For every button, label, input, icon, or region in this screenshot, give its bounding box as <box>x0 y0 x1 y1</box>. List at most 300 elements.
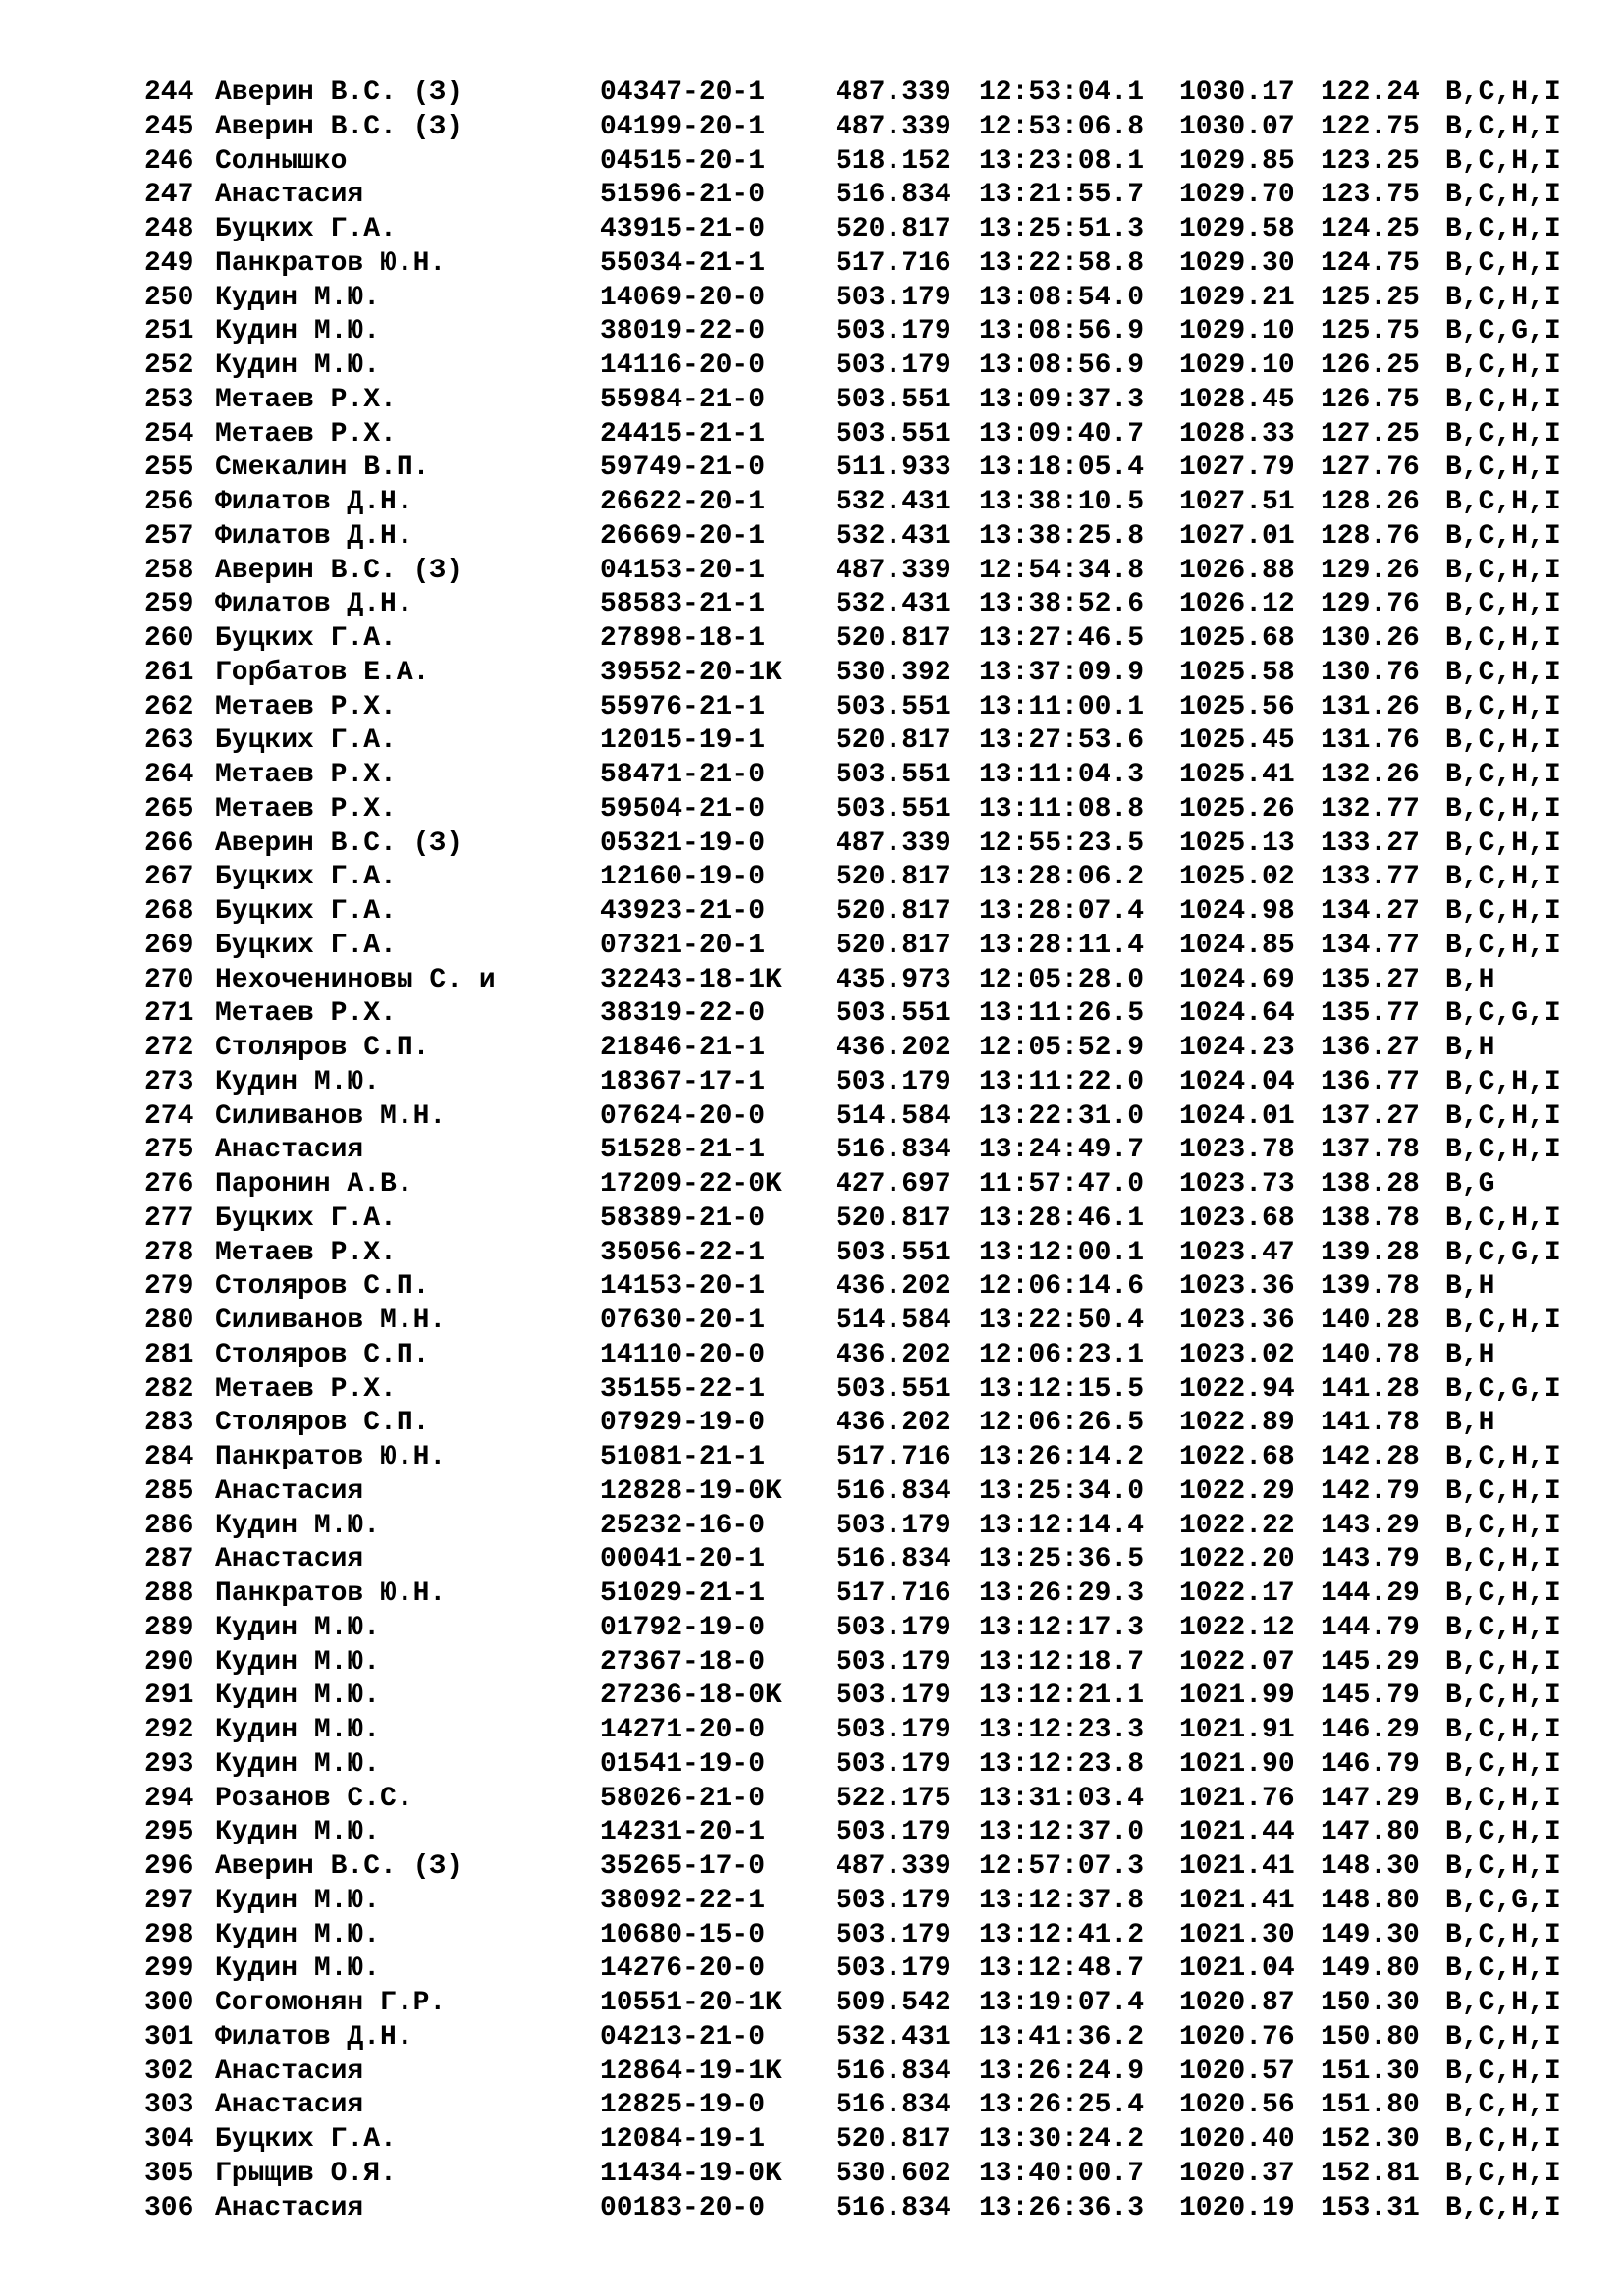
competitions: B,C,H,I <box>1445 725 1561 757</box>
place-number: 271 <box>144 998 194 1030</box>
speed: 1029.58 <box>1179 214 1295 244</box>
arrival-time: 13:26:24.9 <box>979 2056 1145 2087</box>
competitions: B,C,H,I <box>1445 1612 1561 1643</box>
coefficient: 133.77 <box>1321 862 1420 893</box>
fancier-name: Грыщив О.Я. <box>215 2158 397 2189</box>
fancier-name: Панкратов Ю.Н. <box>215 1442 447 1472</box>
arrival-time: 13:11:04.3 <box>979 760 1145 790</box>
speed: 1025.41 <box>1179 760 1295 790</box>
coefficient: 132.77 <box>1321 793 1420 825</box>
distance: 532.431 <box>836 2021 951 2053</box>
fancier-name: Розанов С.С. <box>215 1783 413 1814</box>
coefficient: 139.78 <box>1321 1271 1420 1303</box>
place-number: 301 <box>144 2021 194 2053</box>
coefficient: 145.29 <box>1321 1646 1420 1678</box>
speed: 1021.41 <box>1179 1851 1295 1882</box>
ring-number: 12015-19-1 <box>600 725 766 757</box>
competitions: B,C,H,I <box>1445 1988 1561 2018</box>
place-number: 294 <box>144 1783 194 1814</box>
coefficient: 150.80 <box>1321 2021 1420 2053</box>
place-number: 266 <box>144 828 194 859</box>
coefficient: 138.78 <box>1321 1202 1420 1234</box>
arrival-time: 13:24:49.7 <box>979 1135 1145 1166</box>
arrival-time: 13:21:55.7 <box>979 180 1145 211</box>
speed: 1029.10 <box>1179 350 1295 381</box>
fancier-name: Паронин А.В. <box>215 1169 413 1200</box>
place-number: 247 <box>144 180 194 211</box>
competitions: B,C,H,I <box>1445 657 1561 688</box>
fancier-name: Анастасия <box>215 1475 364 1507</box>
ring-number: 39552-20-1K <box>600 657 782 688</box>
competitions: B,C,H,I <box>1445 862 1561 893</box>
competitions: B,C,H,I <box>1445 214 1561 244</box>
coefficient: 125.25 <box>1321 282 1420 313</box>
coefficient: 123.25 <box>1321 145 1420 177</box>
arrival-time: 13:25:36.5 <box>979 1544 1145 1575</box>
ring-number: 38319-22-0 <box>600 998 766 1030</box>
speed: 1020.57 <box>1179 2056 1295 2087</box>
competitions: B,C,H,I <box>1445 418 1561 450</box>
place-number: 244 <box>144 78 194 108</box>
fancier-name: Кудин М.Ю. <box>215 1681 381 1712</box>
distance: 520.817 <box>836 2124 951 2155</box>
arrival-time: 13:12:21.1 <box>979 1681 1145 1712</box>
competitions: B,C,H,I <box>1445 1715 1561 1745</box>
speed: 1027.79 <box>1179 453 1295 484</box>
competitions: B,C,H,I <box>1445 1442 1561 1472</box>
place-number: 258 <box>144 555 194 586</box>
distance: 503.551 <box>836 418 951 450</box>
fancier-name: Анастасия <box>215 1544 364 1575</box>
speed: 1024.23 <box>1179 1033 1295 1063</box>
coefficient: 124.25 <box>1321 214 1420 244</box>
distance: 503.179 <box>836 1646 951 1678</box>
coefficient: 144.79 <box>1321 1612 1420 1643</box>
place-number: 256 <box>144 487 194 517</box>
distance: 503.179 <box>836 1885 951 1916</box>
fancier-name: Филатов Д.Н. <box>215 520 413 552</box>
place-number: 261 <box>144 657 194 688</box>
arrival-time: 13:12:15.5 <box>979 1373 1145 1405</box>
distance: 503.179 <box>836 1715 951 1745</box>
competitions: B,C,H,I <box>1445 487 1561 517</box>
place-number: 275 <box>144 1135 194 1166</box>
competitions: B,C,H,I <box>1445 589 1561 620</box>
competitions: B,C,H,I <box>1445 1135 1561 1166</box>
ring-number: 04153-20-1 <box>600 555 766 586</box>
distance: 503.551 <box>836 691 951 722</box>
coefficient: 140.28 <box>1321 1306 1420 1336</box>
ring-number: 04213-21-0 <box>600 2021 766 2053</box>
distance: 516.834 <box>836 1475 951 1507</box>
competitions: B,H <box>1445 1033 1495 1063</box>
place-number: 254 <box>144 418 194 450</box>
fancier-name: Аверин В.С. (З) <box>215 111 463 142</box>
arrival-time: 13:12:37.0 <box>979 1817 1145 1848</box>
ring-number: 21846-21-1 <box>600 1033 766 1063</box>
distance: 487.339 <box>836 78 951 108</box>
fancier-name: Кудин М.Ю. <box>215 1510 381 1541</box>
speed: 1021.76 <box>1179 1783 1295 1814</box>
competitions: B,C,H,I <box>1445 1681 1561 1712</box>
ring-number: 35056-22-1 <box>600 1237 766 1268</box>
fancier-name: Кудин М.Ю. <box>215 1612 381 1643</box>
arrival-time: 13:38:25.8 <box>979 520 1145 552</box>
speed: 1023.36 <box>1179 1271 1295 1303</box>
competitions: B,C,H,I <box>1445 793 1561 825</box>
speed: 1023.47 <box>1179 1237 1295 1268</box>
fancier-name: Кудин М.Ю. <box>215 1953 381 1985</box>
coefficient: 128.76 <box>1321 520 1420 552</box>
arrival-time: 13:25:34.0 <box>979 1475 1145 1507</box>
coefficient: 148.80 <box>1321 1885 1420 1916</box>
speed: 1026.12 <box>1179 589 1295 620</box>
coefficient: 125.75 <box>1321 316 1420 347</box>
place-number: 262 <box>144 691 194 722</box>
coefficient: 122.24 <box>1321 78 1420 108</box>
distance: 520.817 <box>836 930 951 961</box>
arrival-time: 13:11:26.5 <box>979 998 1145 1030</box>
coefficient: 134.77 <box>1321 930 1420 961</box>
fancier-name: Филатов Д.Н. <box>215 589 413 620</box>
speed: 1024.04 <box>1179 1066 1295 1097</box>
place-number: 291 <box>144 1681 194 1712</box>
arrival-time: 13:38:10.5 <box>979 487 1145 517</box>
distance: 503.551 <box>836 384 951 415</box>
distance: 532.431 <box>836 487 951 517</box>
coefficient: 142.28 <box>1321 1442 1420 1472</box>
fancier-name: Метаев Р.Х. <box>215 793 397 825</box>
distance: 516.834 <box>836 2192 951 2223</box>
place-number: 284 <box>144 1442 194 1472</box>
competitions: B,C,H,I <box>1445 1202 1561 1234</box>
distance: 532.431 <box>836 520 951 552</box>
speed: 1021.04 <box>1179 1953 1295 1985</box>
distance: 503.551 <box>836 998 951 1030</box>
place-number: 253 <box>144 384 194 415</box>
competitions: B,C,H,I <box>1445 350 1561 381</box>
coefficient: 151.80 <box>1321 2090 1420 2121</box>
fancier-name: Панкратов Ю.Н. <box>215 1578 447 1609</box>
speed: 1025.58 <box>1179 657 1295 688</box>
speed: 1022.22 <box>1179 1510 1295 1541</box>
fancier-name: Метаев Р.Х. <box>215 691 397 722</box>
fancier-name: Кудин М.Ю. <box>215 1817 381 1848</box>
distance: 532.431 <box>836 589 951 620</box>
place-number: 245 <box>144 111 194 142</box>
coefficient: 145.79 <box>1321 1681 1420 1712</box>
speed: 1022.12 <box>1179 1612 1295 1643</box>
distance: 427.697 <box>836 1169 951 1200</box>
arrival-time: 12:06:26.5 <box>979 1408 1145 1439</box>
coefficient: 131.76 <box>1321 725 1420 757</box>
place-number: 274 <box>144 1100 194 1132</box>
competitions: B,H <box>1445 964 1495 995</box>
competitions: B,C,H,I <box>1445 2158 1561 2189</box>
place-number: 293 <box>144 1748 194 1780</box>
place-number: 252 <box>144 350 194 381</box>
speed: 1023.68 <box>1179 1202 1295 1234</box>
arrival-time: 13:08:54.0 <box>979 282 1145 313</box>
arrival-time: 11:57:47.0 <box>979 1169 1145 1200</box>
speed: 1020.87 <box>1179 1988 1295 2018</box>
ring-number: 14069-20-0 <box>600 282 766 313</box>
coefficient: 135.27 <box>1321 964 1420 995</box>
coefficient: 134.27 <box>1321 896 1420 927</box>
place-number: 292 <box>144 1715 194 1745</box>
ring-number: 27898-18-1 <box>600 623 766 654</box>
coefficient: 133.27 <box>1321 828 1420 859</box>
place-number: 257 <box>144 520 194 552</box>
distance: 517.716 <box>836 1442 951 1472</box>
ring-number: 14231-20-1 <box>600 1817 766 1848</box>
competitions: B,C,H,I <box>1445 282 1561 313</box>
competitions: B,C,H,I <box>1445 2124 1561 2155</box>
speed: 1020.56 <box>1179 2090 1295 2121</box>
arrival-time: 12:53:04.1 <box>979 78 1145 108</box>
arrival-time: 13:37:09.9 <box>979 657 1145 688</box>
ring-number: 12160-19-0 <box>600 862 766 893</box>
place-number: 296 <box>144 1851 194 1882</box>
ring-number: 38019-22-0 <box>600 316 766 347</box>
distance: 517.716 <box>836 247 951 279</box>
competitions: B,C,G,I <box>1445 998 1561 1030</box>
fancier-name: Солнышко <box>215 145 348 177</box>
speed: 1029.85 <box>1179 145 1295 177</box>
distance: 436.202 <box>836 1339 951 1370</box>
arrival-time: 13:30:24.2 <box>979 2124 1145 2155</box>
coefficient: 122.75 <box>1321 111 1420 142</box>
place-number: 287 <box>144 1544 194 1575</box>
coefficient: 152.81 <box>1321 2158 1420 2189</box>
arrival-time: 12:53:06.8 <box>979 111 1145 142</box>
ring-number: 07624-20-0 <box>600 1100 766 1132</box>
speed: 1025.68 <box>1179 623 1295 654</box>
speed: 1030.07 <box>1179 111 1295 142</box>
speed: 1021.44 <box>1179 1817 1295 1848</box>
ring-number: 01541-19-0 <box>600 1748 766 1780</box>
place-number: 276 <box>144 1169 194 1200</box>
ring-number: 51596-21-0 <box>600 180 766 211</box>
competitions: B,C,H,I <box>1445 555 1561 586</box>
arrival-time: 13:12:23.8 <box>979 1748 1145 1780</box>
ring-number: 12864-19-1K <box>600 2056 782 2087</box>
fancier-name: Столяров С.П. <box>215 1033 430 1063</box>
speed: 1022.89 <box>1179 1408 1295 1439</box>
competitions: B,C,H,I <box>1445 1783 1561 1814</box>
arrival-time: 13:22:58.8 <box>979 247 1145 279</box>
speed: 1025.56 <box>1179 691 1295 722</box>
arrival-time: 13:26:29.3 <box>979 1578 1145 1609</box>
coefficient: 137.27 <box>1321 1100 1420 1132</box>
competitions: B,C,H,I <box>1445 247 1561 279</box>
place-number: 267 <box>144 862 194 893</box>
ring-number: 17209-22-0K <box>600 1169 782 1200</box>
speed: 1020.19 <box>1179 2192 1295 2223</box>
coefficient: 130.26 <box>1321 623 1420 654</box>
ring-number: 27236-18-0K <box>600 1681 782 1712</box>
coefficient: 124.75 <box>1321 247 1420 279</box>
distance: 516.834 <box>836 2090 951 2121</box>
ring-number: 12084-19-1 <box>600 2124 766 2155</box>
speed: 1024.98 <box>1179 896 1295 927</box>
fancier-name: Буцких Г.А. <box>215 214 397 244</box>
competitions: B,H <box>1445 1271 1495 1303</box>
place-number: 249 <box>144 247 194 279</box>
fancier-name: Буцких Г.А. <box>215 930 397 961</box>
arrival-time: 13:26:25.4 <box>979 2090 1145 2121</box>
distance: 516.834 <box>836 1544 951 1575</box>
place-number: 279 <box>144 1271 194 1303</box>
arrival-time: 13:19:07.4 <box>979 1988 1145 2018</box>
place-number: 269 <box>144 930 194 961</box>
arrival-time: 13:28:07.4 <box>979 896 1145 927</box>
fancier-name: Филатов Д.Н. <box>215 487 413 517</box>
speed: 1025.26 <box>1179 793 1295 825</box>
competitions: B,C,G,I <box>1445 1237 1561 1268</box>
ring-number: 51528-21-1 <box>600 1135 766 1166</box>
distance: 514.584 <box>836 1306 951 1336</box>
competitions: B,C,H,I <box>1445 78 1561 108</box>
place-number: 300 <box>144 1988 194 2018</box>
ring-number: 58026-21-0 <box>600 1783 766 1814</box>
distance: 487.339 <box>836 555 951 586</box>
coefficient: 127.25 <box>1321 418 1420 450</box>
ring-number: 27367-18-0 <box>600 1646 766 1678</box>
ring-number: 00183-20-0 <box>600 2192 766 2223</box>
coefficient: 135.77 <box>1321 998 1420 1030</box>
speed: 1027.01 <box>1179 520 1295 552</box>
competitions: B,C,H,I <box>1445 1646 1561 1678</box>
arrival-time: 13:11:22.0 <box>979 1066 1145 1097</box>
distance: 503.551 <box>836 760 951 790</box>
arrival-time: 13:38:52.6 <box>979 589 1145 620</box>
competitions: B,C,H,I <box>1445 623 1561 654</box>
fancier-name: Метаев Р.Х. <box>215 1373 397 1405</box>
competitions: B,C,H,I <box>1445 2192 1561 2223</box>
competitions: B,C,H,I <box>1445 1544 1561 1575</box>
ring-number: 14116-20-0 <box>600 350 766 381</box>
fancier-name: Метаев Р.Х. <box>215 760 397 790</box>
arrival-time: 13:08:56.9 <box>979 316 1145 347</box>
ring-number: 35155-22-1 <box>600 1373 766 1405</box>
fancier-name: Аверин В.С. (З) <box>215 828 463 859</box>
place-number: 302 <box>144 2056 194 2087</box>
place-number: 290 <box>144 1646 194 1678</box>
ring-number: 51029-21-1 <box>600 1578 766 1609</box>
ring-number: 14276-20-0 <box>600 1953 766 1985</box>
coefficient: 146.79 <box>1321 1748 1420 1780</box>
coefficient: 153.31 <box>1321 2192 1420 2223</box>
ring-number: 14153-20-1 <box>600 1271 766 1303</box>
fancier-name: Анастасия <box>215 1135 364 1166</box>
coefficient: 141.28 <box>1321 1373 1420 1405</box>
fancier-name: Горбатов Е.А. <box>215 657 430 688</box>
distance: 487.339 <box>836 111 951 142</box>
competitions: B,C,H,I <box>1445 453 1561 484</box>
arrival-time: 13:41:36.2 <box>979 2021 1145 2053</box>
competitions: B,C,H,I <box>1445 180 1561 211</box>
speed: 1022.17 <box>1179 1578 1295 1609</box>
fancier-name: Буцких Г.А. <box>215 1202 397 1234</box>
place-number: 251 <box>144 316 194 347</box>
fancier-name: Метаев Р.Х. <box>215 384 397 415</box>
speed: 1025.13 <box>1179 828 1295 859</box>
distance: 520.817 <box>836 214 951 244</box>
arrival-time: 13:22:31.0 <box>979 1100 1145 1132</box>
place-number: 246 <box>144 145 194 177</box>
fancier-name: Столяров С.П. <box>215 1339 430 1370</box>
competitions: B,C,H,I <box>1445 1817 1561 1848</box>
distance: 516.834 <box>836 180 951 211</box>
distance: 503.179 <box>836 1919 951 1950</box>
speed: 1029.10 <box>1179 316 1295 347</box>
ring-number: 07321-20-1 <box>600 930 766 961</box>
fancier-name: Аверин В.С. (З) <box>215 1851 463 1882</box>
coefficient: 148.30 <box>1321 1851 1420 1882</box>
distance: 520.817 <box>836 623 951 654</box>
competitions: B,C,H,I <box>1445 1475 1561 1507</box>
coefficient: 132.26 <box>1321 760 1420 790</box>
competitions: B,C,G,I <box>1445 1885 1561 1916</box>
fancier-name: Кудин М.Ю. <box>215 316 381 347</box>
coefficient: 126.25 <box>1321 350 1420 381</box>
coefficient: 128.26 <box>1321 487 1420 517</box>
place-number: 255 <box>144 453 194 484</box>
ring-number: 35265-17-0 <box>600 1851 766 1882</box>
place-number: 298 <box>144 1919 194 1950</box>
coefficient: 147.80 <box>1321 1817 1420 1848</box>
competitions: B,C,H,I <box>1445 1748 1561 1780</box>
place-number: 285 <box>144 1475 194 1507</box>
competitions: B,C,H,I <box>1445 2090 1561 2121</box>
arrival-time: 13:12:00.1 <box>979 1237 1145 1268</box>
distance: 516.834 <box>836 1135 951 1166</box>
coefficient: 129.76 <box>1321 589 1420 620</box>
distance: 503.179 <box>836 1066 951 1097</box>
fancier-name: Буцких Г.А. <box>215 2124 397 2155</box>
distance: 516.834 <box>836 2056 951 2087</box>
distance: 436.202 <box>836 1408 951 1439</box>
coefficient: 137.78 <box>1321 1135 1420 1166</box>
place-number: 281 <box>144 1339 194 1370</box>
speed: 1022.29 <box>1179 1475 1295 1507</box>
ring-number: 58583-21-1 <box>600 589 766 620</box>
distance: 503.179 <box>836 350 951 381</box>
arrival-time: 13:28:11.4 <box>979 930 1145 961</box>
distance: 503.179 <box>836 1510 951 1541</box>
speed: 1022.68 <box>1179 1442 1295 1472</box>
speed: 1030.17 <box>1179 78 1295 108</box>
ring-number: 14271-20-0 <box>600 1715 766 1745</box>
arrival-time: 13:12:17.3 <box>979 1612 1145 1643</box>
ring-number: 25232-16-0 <box>600 1510 766 1541</box>
speed: 1021.90 <box>1179 1748 1295 1780</box>
ring-number: 04515-20-1 <box>600 145 766 177</box>
place-number: 288 <box>144 1578 194 1609</box>
competitions: B,C,H,I <box>1445 1851 1561 1882</box>
arrival-time: 12:06:23.1 <box>979 1339 1145 1370</box>
competitions: B,C,H,I <box>1445 760 1561 790</box>
distance: 503.551 <box>836 1237 951 1268</box>
distance: 530.602 <box>836 2158 951 2189</box>
competitions: B,C,H,I <box>1445 1510 1561 1541</box>
place-number: 270 <box>144 964 194 995</box>
fancier-name: Аверин В.С. (З) <box>215 78 463 108</box>
distance: 520.817 <box>836 725 951 757</box>
coefficient: 136.27 <box>1321 1033 1420 1063</box>
speed: 1022.20 <box>1179 1544 1295 1575</box>
